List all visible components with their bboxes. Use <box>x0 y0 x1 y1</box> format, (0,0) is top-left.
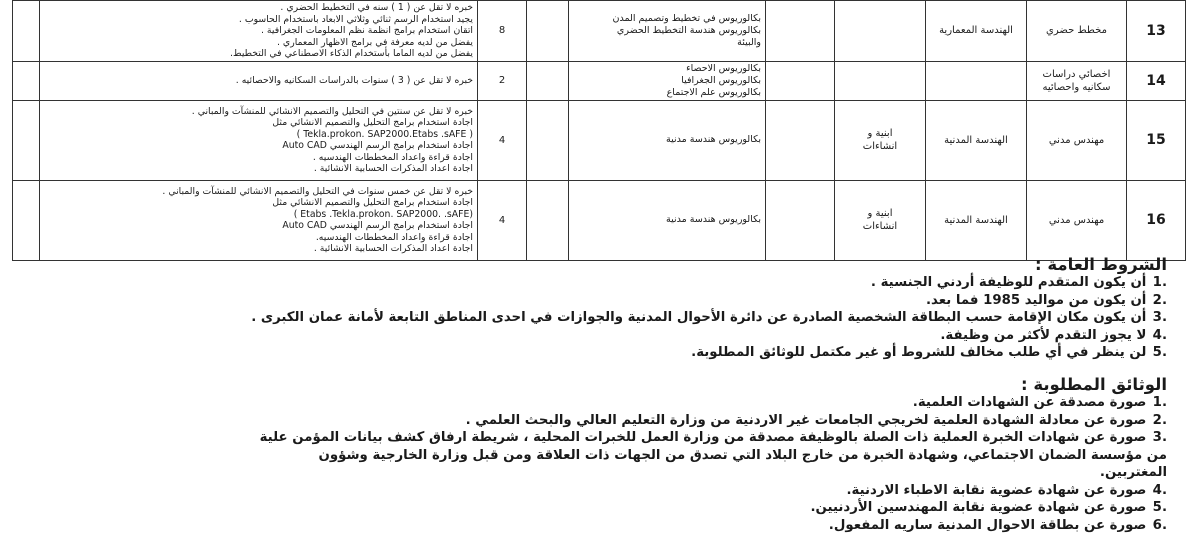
job-row <box>13 61 1186 100</box>
experience-line: خبره لا تقل عن ( 3 ) سنوات بالدراسات السكانيه والاحصائيه . <box>235 74 473 86</box>
required-documents-section <box>260 375 1167 534</box>
job-title-cell <box>1027 61 1127 100</box>
qualification-line: والبيئة <box>737 36 761 48</box>
document-number: .4 <box>1152 482 1167 498</box>
experience-line: (Etabs .Tekla.prokon. SAP2000. .sAFE ) <box>293 208 473 220</box>
condition-item <box>251 292 1167 310</box>
condition-text: أن يكون من مواليد 1985 فما بعد. <box>925 292 1147 308</box>
experience-line: اجادة استخدام برامج الرسم الهندسي Auto CAD <box>282 140 473 151</box>
document-number: .2 <box>1152 412 1167 428</box>
document-text: صورة عن شهادة عضوية نقابة الاطباء الاردنية. <box>846 482 1147 498</box>
specialization-cell: الهندسة المعمارية <box>926 1 1027 62</box>
qualification-line: بكالوريوس الاحصاء <box>686 62 761 74</box>
job-title-cell <box>1027 100 1127 180</box>
empty-cell <box>527 180 569 260</box>
empty-cell <box>13 1 40 62</box>
experience-cell <box>40 1 478 62</box>
jobs-table-body <box>13 1 1186 261</box>
document-text: صورة عن بطاقة الاحوال المدنية ساريه المفعول. <box>828 517 1147 533</box>
specialization-cell: الهندسة المدنية <box>926 100 1027 180</box>
job-number-cell: 14 <box>1127 61 1186 100</box>
experience-line: اجادة استخدام برامج التحليل والتصميم الانشائي مثل <box>272 117 473 128</box>
jobs-table <box>12 0 1186 261</box>
sector-cell <box>835 100 926 180</box>
job-title-line: مهندس مدني <box>1048 214 1105 226</box>
qualification-line: بكالوريوس هندسة مدنية <box>666 214 761 225</box>
qualification-line: بكالوريوس علم الاجتماع <box>666 86 761 98</box>
condition-item <box>251 274 1167 292</box>
job-row <box>13 1 1186 62</box>
experience-line: خبره لا تقل عن سنتين في التحليل والتصميم الانشائي للمنشآت والمباني . <box>191 105 473 117</box>
empty-cell <box>527 1 569 62</box>
document-item <box>260 499 1167 517</box>
qualification-cell <box>569 1 766 62</box>
empty-cell <box>527 61 569 100</box>
experience-line: خبره لا تقل عن خمس سنوات في التحليل والتصميم الانشائي للمنشآت والمباني . <box>162 185 473 197</box>
empty-cell <box>13 61 40 100</box>
qualification-line: بكالوريوس هندسة التخطيط الحضري <box>616 24 761 36</box>
empty-cell <box>766 61 835 100</box>
required-documents-title: الوثائق المطلوبة : <box>1020 375 1167 394</box>
condition-text: لن ينظر في أي طلب مخالف للشروط أو غير مكتمل للوثائق المطلوبة. <box>691 345 1147 360</box>
job-title-line: مهندس مدني <box>1048 134 1105 146</box>
experience-cell <box>40 100 478 180</box>
specialization-cell: الهندسة المدنية <box>926 180 1027 260</box>
job-title-line: سكانيه واحصائيه <box>1042 81 1111 93</box>
experience-cell <box>40 61 478 100</box>
experience-line: اجادة اعداد المذكرات الحسابية الانشائية . <box>313 243 473 254</box>
condition-text: أن يكون المتقدم للوظيفة أردني الجنسية . <box>870 275 1147 290</box>
sector-line: ابنية و <box>867 208 893 219</box>
empty-cell <box>527 100 569 180</box>
experience-line: اجادة استخدام برامج التحليل والتصميم الانشائي مثل <box>272 197 473 208</box>
sector-line: ابنية و <box>867 128 893 139</box>
document-number: .1 <box>1152 395 1167 410</box>
experience-line: اجادة اعداد المذكرات الحسابية الانشائية . <box>313 163 473 174</box>
qualification-cell <box>569 180 766 260</box>
document-number: .5 <box>1152 500 1167 515</box>
vacancy-count-cell: 2 <box>478 61 527 100</box>
sector-line: انشاءات <box>862 221 898 232</box>
job-title-cell <box>1027 180 1127 260</box>
sector-line: انشاءات <box>862 141 898 152</box>
document-text: صورة عن شهادة عضوية نقابة المهندسين الأردنيين. <box>810 500 1147 515</box>
sector-cell <box>835 61 926 100</box>
general-conditions-list <box>251 274 1167 362</box>
experience-line: اجادة قراءة واعداد المخططات الهندسيه. <box>315 231 473 243</box>
condition-number: .5 <box>1152 345 1167 360</box>
condition-item <box>251 327 1167 345</box>
empty-cell <box>766 100 835 180</box>
qualification-line: بكالوريوس الجغرافيا <box>681 74 761 86</box>
empty-cell <box>766 180 835 260</box>
job-row <box>13 180 1186 260</box>
general-conditions-title: الشروط العامة : <box>1035 255 1167 274</box>
document-item <box>260 482 1167 500</box>
job-number-cell: 15 <box>1127 100 1186 180</box>
condition-number: .2 <box>1152 292 1167 308</box>
sector-cell <box>835 180 926 260</box>
document-item <box>260 429 1167 482</box>
document-text: المغتربين. <box>1099 465 1167 480</box>
experience-line: اتقان استخدام برامج انظمة نظم المعلومات الجغرافية . <box>261 25 473 36</box>
document-text: صورة عن شهادات الخبرة العملية ذات الصلة بالوظيفة مصدقة من وزارة العمل للخبرات المحلية ، شريطة ارفاق كشف بيانات المؤمن علية <box>259 430 1147 445</box>
job-number-cell: 16 <box>1127 180 1186 260</box>
qualification-line: بكالوريوس في تخطيط وتصميم المدن <box>612 12 761 24</box>
condition-number: .1 <box>1152 275 1167 290</box>
specialization-cell <box>926 61 1027 100</box>
document-item <box>260 517 1167 535</box>
condition-text: لا يجوز التقدم لأكثر من وظيفة. <box>940 327 1147 343</box>
experience-line: يفضل من لديه الماما بأستخدام الذكاء الاصطناعي في التخطيط. <box>230 48 473 59</box>
vacancy-count-cell: 8 <box>478 1 527 62</box>
experience-line: خبره لا تقل عن ( 1 ) سنه في التخطيط الحضري . <box>280 2 473 13</box>
document-number: .6 <box>1152 517 1167 533</box>
job-title-line: مخطط حضري <box>1046 25 1107 37</box>
job-row <box>13 100 1186 180</box>
experience-line: يفضل من لديه معرفة في برامج الاظهار المعماري . <box>277 36 473 48</box>
condition-item <box>251 344 1167 362</box>
experience-cell <box>40 180 478 260</box>
document-text: صورة مصدقة عن الشهادات العلمية. <box>912 395 1147 410</box>
document-text: من مؤسسة الضمان الاجتماعي، وشهادة الخبرة من خارج البلاد التي تصدق من الجهات ذات العلاقة ومن قبل وزارة الخارجية وشؤون <box>318 447 1167 463</box>
empty-cell <box>766 1 835 62</box>
experience-line: ( Tekla.prokon. SAP2000.Etabs .sAFE ) <box>296 128 473 140</box>
qualification-cell <box>569 61 766 100</box>
condition-number: .4 <box>1152 327 1167 343</box>
qualification-line: بكالوريوس هندسة مدنية <box>666 134 761 145</box>
qualification-cell <box>569 100 766 180</box>
condition-number: .3 <box>1152 310 1167 325</box>
job-title-line: اخصائي دراسات <box>1042 68 1111 80</box>
experience-line: اجادة قراءة واعداد المخططات الهندسيه . <box>312 151 473 163</box>
document-text: صورة عن معادلة الشهادة العلمية لخريجي الجامعات غير الاردنية من وزارة التعليم العالي والبحث العلمي . <box>465 412 1147 428</box>
document-number: .3 <box>1152 430 1167 445</box>
document-item <box>260 412 1167 430</box>
sector-cell <box>835 1 926 62</box>
empty-cell <box>13 100 40 180</box>
job-title-cell <box>1027 1 1127 62</box>
condition-text: أن يكون مكان الإقامة حسب البطاقة الشخصية الصادرة عن دائرة الأحوال المدنية والجوازات في احدى المناطق التابعة لأمانة عمان الكبرى . <box>251 310 1147 325</box>
vacancy-count-cell: 4 <box>478 180 527 260</box>
empty-cell <box>13 180 40 260</box>
experience-line: يجيد استخدام الرسم ثنائي وثلاثي الابعاد باستخدام الحاسوب . <box>238 13 473 25</box>
vacancy-count-cell: 4 <box>478 100 527 180</box>
required-documents-list <box>260 394 1167 534</box>
experience-line: اجادة استخدام برامج الرسم الهندسي Auto CAD <box>282 220 473 231</box>
condition-item <box>251 309 1167 327</box>
document-item <box>260 394 1167 412</box>
job-number-cell: 13 <box>1127 1 1186 62</box>
general-conditions-section <box>251 255 1167 362</box>
